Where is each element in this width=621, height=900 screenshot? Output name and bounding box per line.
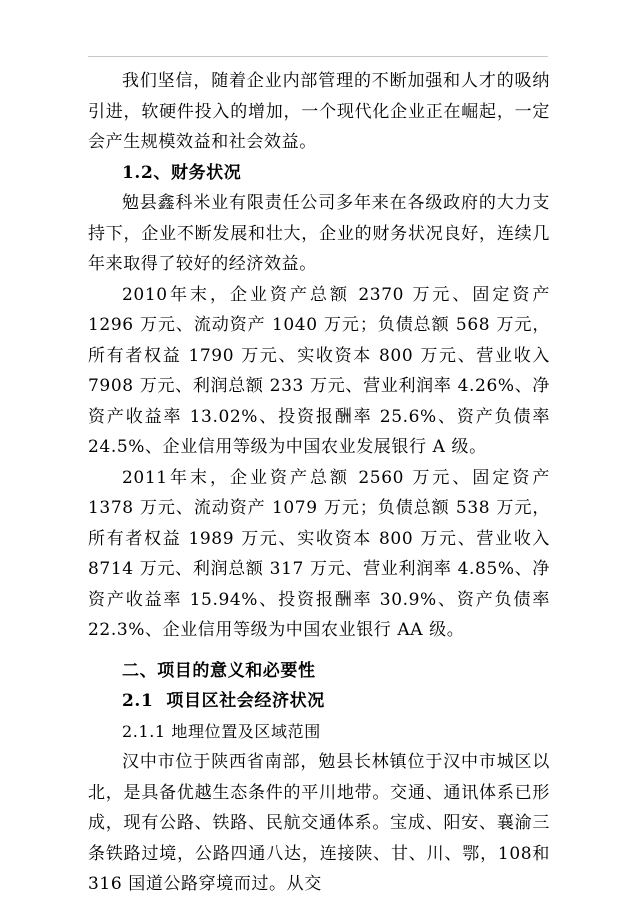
- header-rule: [88, 56, 548, 57]
- paragraph-financials-2011: 2011年末，企业资产总额 2560 万元、固定资产 1378 万元、流动资产 1079 万元；负债总额 538 万元，所有者权益 1989 万元、实收资本 800 万元、营业收入 8714 万元、利润总额 317 万元、营业利润率 4.85%、净资产收益率 15.94%、投资报酬率 30.9%、资产负债率 22.3%、企业信用等级为中国农业银行 AA 级。: [88, 467, 557, 640]
- section-heading-project-significance: 二、项目的意义和必要性: [122, 660, 316, 681]
- subsection-heading-location: 2.1.1 地理位置及区域范围: [122, 721, 321, 741]
- paragraph-location: 汉中市位于陕西省南部，勉县长林镇位于汉中市城区以北，是具备优越生态条件的平川地带。交通、通讯体系已形成，现有公路、铁路、民航交通体系。宝成、阳安、襄渝三条铁路过境，公路四通八达，连接陕、甘、川、鄂，108和 316 国道公路穿境而过。从交: [88, 752, 557, 894]
- paragraph-financials-2010: 2010年末，企业资产总额 2370 万元、固定资产 1296 万元、流动资产 1040 万元；负债总额 568 万元，所有者权益 1790 万元、实收资本 800 万元、营业收入 7908 万元、利润总额 233 万元、营业利润率 4.26%、净资产收益率 13.02%、投资报酬率 25.6%、资产负债率 24.5%、企业信用等级为中国农业发展银行 A 级。: [88, 284, 557, 457]
- section-heading-financial-status: 1.2、财务状况: [122, 162, 242, 183]
- paragraph-financial-overview: 勉县鑫科米业有限责任公司多年来在各级政府的大力支持下，企业不断发展和壮大，企业的财务状况良好，连续几年来取得了较好的经济效益。: [88, 193, 550, 274]
- paragraph-closing-statement: 我们坚信，随着企业内部管理的不断加强和人才的吸纳引进，软硬件投入的增加，一个现代化企业正在崛起，一定会产生规模效益和社会效益。: [88, 71, 550, 152]
- document-page: [88, 66, 557, 900]
- section-heading-socioeconomic: 2.1 项目区社会经济状况: [122, 691, 325, 711]
